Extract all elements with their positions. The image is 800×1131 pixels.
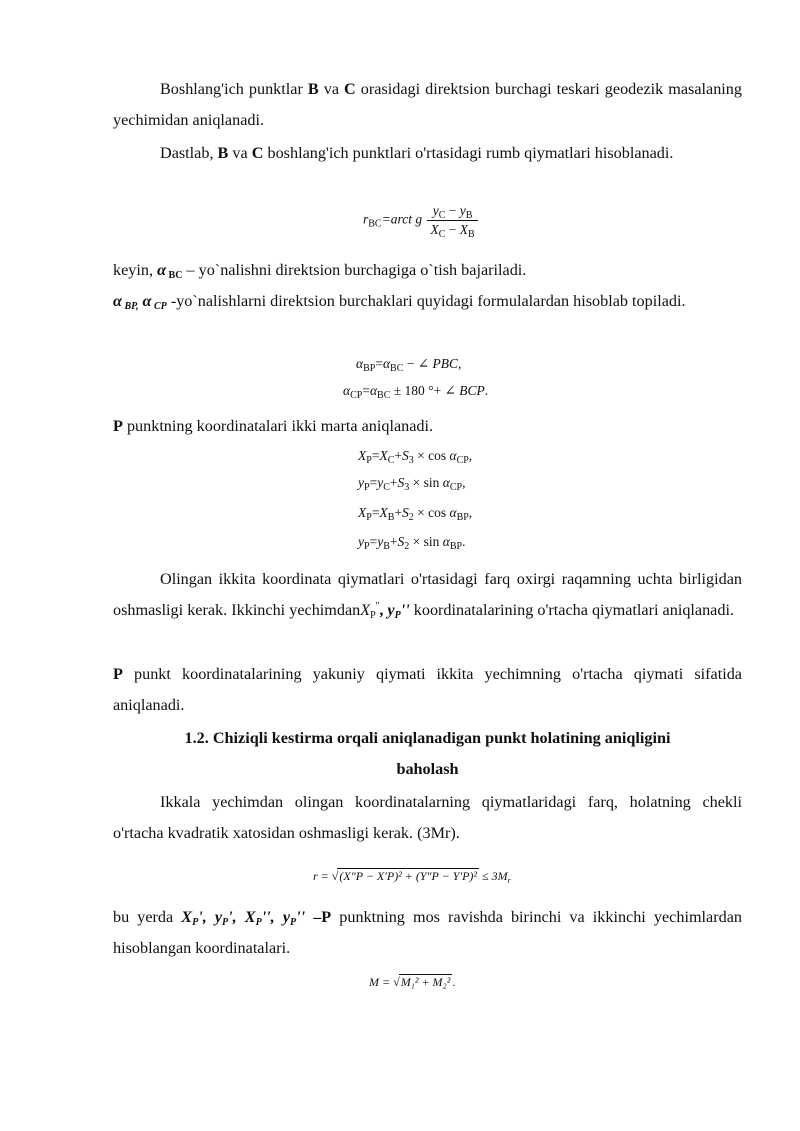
fraction-numerator [427, 203, 477, 221]
formula-subscript: P [366, 512, 372, 523]
formula-subscript: P [394, 610, 401, 621]
formula-punct: , [468, 448, 473, 463]
formula-subscript: BC [390, 363, 404, 374]
formula-subscript: 3 [404, 482, 410, 493]
text: bu yerda [113, 908, 182, 926]
formula-symbol: PBC [432, 356, 458, 371]
formula-subscript: BP [449, 541, 463, 552]
formula-symbol: α [442, 534, 450, 549]
formula-punct: , [457, 356, 462, 371]
alpha-subscript: BP, [121, 301, 139, 312]
text: Olingan ikkita koordinata qiymatlari o'rtasidagi farq oxirgi raqamning uchta birligidan oshmasligi kerak. Ikkinchi yechimdan [113, 570, 742, 619]
formula-subscript: CP [449, 482, 463, 493]
formula-subscript: 2 [408, 512, 414, 523]
formula-subscript: P [364, 541, 370, 552]
formula-subscript: P [370, 610, 376, 621]
paragraph-difference [113, 564, 742, 626]
formula-operator: × sin [409, 475, 443, 490]
formula-symbol: y [358, 534, 364, 549]
text: , [379, 601, 388, 619]
text: -yo`nalishlarni direktsion burchaklari quyidagi formulalardan hisoblab topiladi. [166, 292, 686, 310]
formula-subscript: B [468, 229, 475, 240]
text: Ikkala yechimdan olingan koordinatalarning qiymatlaridagi farq, holatning chekli o'rtacha kvadratik xatosidan oshmasligi kerak. (3Mr). [113, 793, 742, 842]
text: punkt koordinatalarining yakuniy qiymati ikkita yechimning o'rtacha qiymati sifatida aniqlanadi. [113, 665, 742, 714]
formula-subscript: BC [377, 390, 391, 401]
formula-symbol: =arct g [381, 211, 423, 227]
formula-symbol: X [358, 505, 367, 520]
formula-symbol: S [401, 505, 409, 520]
formula-operator: + [394, 448, 402, 463]
formula-symbol: α [343, 383, 351, 398]
formula-subscript: B [465, 210, 473, 221]
formula-xp-1 [358, 448, 472, 464]
point-c-label: C [344, 80, 356, 98]
paragraph-rumb [113, 138, 742, 169]
formula-fraction [427, 203, 477, 238]
formula-superscript: '' [296, 908, 306, 926]
text: Dastlab, [160, 144, 218, 162]
formula-symbol: r [363, 211, 369, 227]
formula-subscript: C [438, 229, 446, 240]
formula-subscript: BP [363, 363, 376, 374]
formula-subscript: BP [456, 512, 469, 523]
formula-symbol: X [358, 448, 367, 463]
formula-symbol: S [397, 534, 405, 549]
formula-operator: = [369, 475, 378, 490]
paragraph-direction-angle [113, 74, 742, 136]
formula-symbol: α [442, 475, 450, 490]
formula-symbol: X [236, 908, 256, 926]
text: va [318, 80, 345, 98]
formula-subscript: BC [368, 218, 382, 230]
text: koordinatalarining o'rtacha qiymatlari aniqlanadi. [409, 601, 735, 619]
paragraph-transition [113, 255, 742, 286]
formula-operator: + [394, 505, 402, 520]
formula-symbol: X [379, 448, 388, 463]
formula-symbol: y [459, 203, 466, 218]
formula-symbol: M = [369, 975, 394, 989]
formula-operator: × cos [413, 505, 450, 520]
formula-alpha-cp [343, 383, 488, 399]
formula-punct: , [462, 475, 466, 490]
point-p-label: P [113, 417, 123, 435]
alpha-symbol: α [138, 292, 152, 310]
text: punktning koordinatalari ikki marta aniqlanadi. [122, 417, 434, 435]
formula-subscript: P [192, 917, 199, 928]
formula-symbol: α [449, 448, 457, 463]
formula-operator: ± 180 °+ ∠ [390, 383, 460, 398]
formula-subscript: B [383, 541, 390, 552]
formula-r [313, 868, 511, 884]
formula-punct: , [468, 505, 473, 520]
formula-symbol: X [430, 222, 439, 237]
formula-alpha-bp [356, 356, 461, 372]
formula-operator: = [362, 383, 370, 398]
formula-operator: = [369, 534, 378, 549]
formula-symbol: α [382, 356, 391, 371]
formula-subscript: 2 [404, 541, 410, 552]
formula-operator: + [389, 475, 398, 490]
formula-superscript: '' [400, 601, 410, 619]
heading-line: 1.2. Chiziqli kestirma orqali aniqlanadigan punkt holatining aniqligini [184, 729, 671, 747]
formula-symbol: α [449, 505, 457, 520]
formula-symbol: X [459, 222, 469, 237]
formula-radicand: (X″P − X′P)² + (Y″P − Y′P)² [339, 869, 477, 883]
formula-symbol: S [397, 475, 405, 490]
text: keyin, [113, 261, 158, 279]
formula-subscript: P [255, 917, 262, 928]
formula-superscript: ', [198, 908, 207, 926]
formula-yp-2 [358, 534, 465, 550]
text: boshlang'ich punktlari o'rtasidagi rumb qiymatlari hisoblanadi. [263, 144, 674, 162]
formula-symbol: y [377, 475, 384, 490]
formula-symbol: X [181, 908, 193, 926]
formula-symbol: X [360, 601, 371, 619]
formula-symbol: y [432, 203, 439, 218]
formula-subscript: C [383, 482, 390, 493]
formula-subscript: P [366, 455, 372, 466]
formula-operator: = [371, 505, 380, 520]
alpha-subscript: BC [166, 270, 183, 281]
formula-symbol: X [379, 505, 388, 520]
formula-operator: = [371, 448, 380, 463]
formula-subscript: CP [456, 455, 469, 466]
formula-subscript: P [290, 917, 297, 928]
alpha-symbol: α [113, 292, 122, 310]
alpha-subscript: CP [151, 301, 167, 312]
paragraph-coordinates [113, 411, 742, 442]
formula-superscript: '', [261, 908, 275, 926]
paragraph-where [113, 902, 742, 964]
point-p-label: –P [305, 908, 332, 926]
formula-operator: + [389, 534, 398, 549]
point-p-label: P [113, 665, 123, 683]
formula-symbol: y [274, 908, 290, 926]
formula-subscript: CP [350, 390, 363, 401]
formula-operator: × sin [409, 534, 443, 549]
formula-symbol: y [206, 908, 223, 926]
formula-subscript: C [438, 210, 446, 221]
formula-operator: × cos [413, 448, 450, 463]
text: va [228, 144, 252, 162]
formula-symbol: α [369, 383, 378, 398]
text: punktning mos ravishda birinchi va ikkinchi yechimlardan hisoblangan koordinatalari. [113, 908, 742, 957]
section-heading [113, 723, 742, 785]
formula-m [369, 974, 455, 990]
formula-operator: − ∠ [403, 356, 433, 371]
formula-superscript: ', [228, 908, 237, 926]
formula-xp-2 [358, 505, 472, 521]
text: Boshlang'ich punktlar [160, 80, 308, 98]
formula-symbol: ≤ 3M [479, 869, 508, 883]
fraction-denominator [427, 221, 477, 238]
formula-punct: . [484, 383, 489, 398]
formula-operator: − [445, 203, 460, 218]
formula-symbol: y [377, 534, 384, 549]
sqrt-sign: √ [331, 869, 339, 883]
formula-symbol: α [356, 356, 364, 371]
formula-punct: . [462, 534, 466, 549]
formula-rumb [363, 203, 478, 238]
formula-subscript: P [364, 482, 370, 493]
formula-symbol: y [387, 601, 395, 619]
formula-punct: . [452, 975, 456, 989]
point-b-label: B [217, 144, 229, 162]
formula-yp-1 [358, 475, 465, 491]
formula-radicand: M₁² + M₂² [400, 975, 451, 989]
point-c-label: C [251, 144, 264, 162]
text: – yo`nalishni direktsion burchagiga o`tish bajariladi. [182, 261, 527, 279]
formula-subscript: B [387, 512, 395, 523]
formula-operator: − [445, 222, 460, 237]
formula-subscript: 3 [408, 455, 414, 466]
formula-symbol: y [358, 475, 364, 490]
formula-subscript: r [507, 876, 511, 885]
formula-subscript: C [387, 455, 395, 466]
alpha-symbol: α [157, 261, 167, 279]
text: orasidagi direktsion burchagi teskari geodezik masalaning yechimidan aniqlanadi. [113, 80, 742, 129]
formula-superscript: '' [375, 601, 380, 612]
point-b-label: B [307, 80, 319, 98]
paragraph-final-value [113, 659, 742, 721]
formula-symbol: S [401, 448, 409, 463]
formula-operator: = [375, 356, 383, 371]
heading-line: baholash [396, 760, 459, 778]
paragraph-formulas-intro [113, 286, 742, 317]
paragraph-accuracy [113, 787, 742, 849]
formula-symbol: BCP [459, 383, 485, 398]
formula-subscript: P [222, 917, 229, 928]
sqrt-sign: √ [393, 975, 400, 989]
formula-symbol: r = [313, 869, 332, 883]
